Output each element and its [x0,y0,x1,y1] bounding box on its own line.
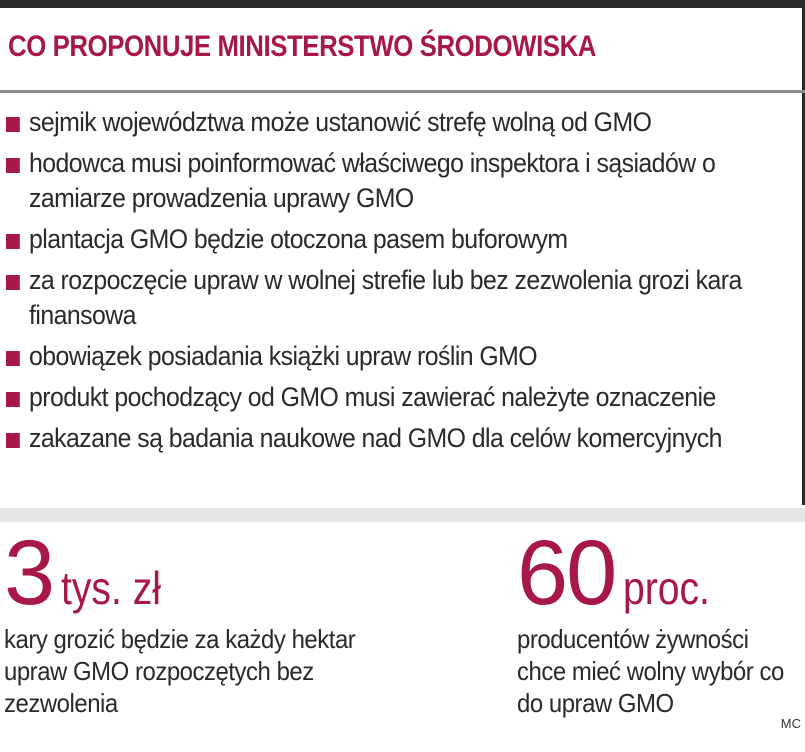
list-item-text: zakazane są badania naukowe nad GMO dla celów komercyjnych [29,423,722,453]
bullet-square-icon [6,351,20,366]
list-item-text: plantacja GMO będzie otoczona pasem buforowym [29,224,568,254]
fine-stat-unit: tys. zł [61,562,162,614]
producers-stat-description: producentów żywności chce mieć wolny wybór co do upraw GMO [517,624,784,718]
producers-stat [517,522,805,719]
bullet-square-icon [6,117,20,132]
proposal-list [6,105,796,462]
fine-stat [4,522,414,719]
bullet-square-icon [6,158,20,173]
fine-stat-number: 3 [4,522,54,624]
fine-stat-description: kary grozić będzie za każdy hektar upraw GMO rozpoczętych bez zezwolenia [4,624,356,718]
infographic-title: CO PROPONUJE MINISTERSTWO ŚRODOWISKA [8,30,596,63]
list-item [6,105,783,140]
producers-stat-number: 60 [517,522,616,624]
list-item-text: za rozpoczęcie upraw w wolnej strefie lub bez zezwolenia grozi kara finansowa [29,265,742,330]
list-item-text: obowiązek posiadania książki upraw roślin GMO [29,341,538,371]
list-item-text: hodowca musi poinformować właściwego inspektora i sąsiadów o zamiarze prowadzenia uprawy GMO [29,148,716,213]
list-item [6,263,783,333]
list-item-text: sejmik województwa może ustanowić strefę wolną od GMO [29,107,652,137]
section-divider [0,508,805,522]
list-item [6,380,783,415]
producers-stat-headline [517,522,805,624]
top-rule [0,0,805,8]
title-divider [0,90,805,93]
bullet-square-icon [6,234,20,249]
list-item [6,339,783,374]
bullet-square-icon [6,275,20,290]
bullet-square-icon [6,392,20,407]
fine-stat-headline [4,522,414,624]
list-item-text: produkt pochodzący od GMO musi zawierać należyte oznaczenie [29,382,716,412]
list-item [6,222,783,257]
list-item [6,421,783,456]
bullet-square-icon [6,433,20,448]
author-credit: MC [780,716,801,731]
list-item [6,146,783,216]
producers-stat-unit: proc. [623,562,711,614]
